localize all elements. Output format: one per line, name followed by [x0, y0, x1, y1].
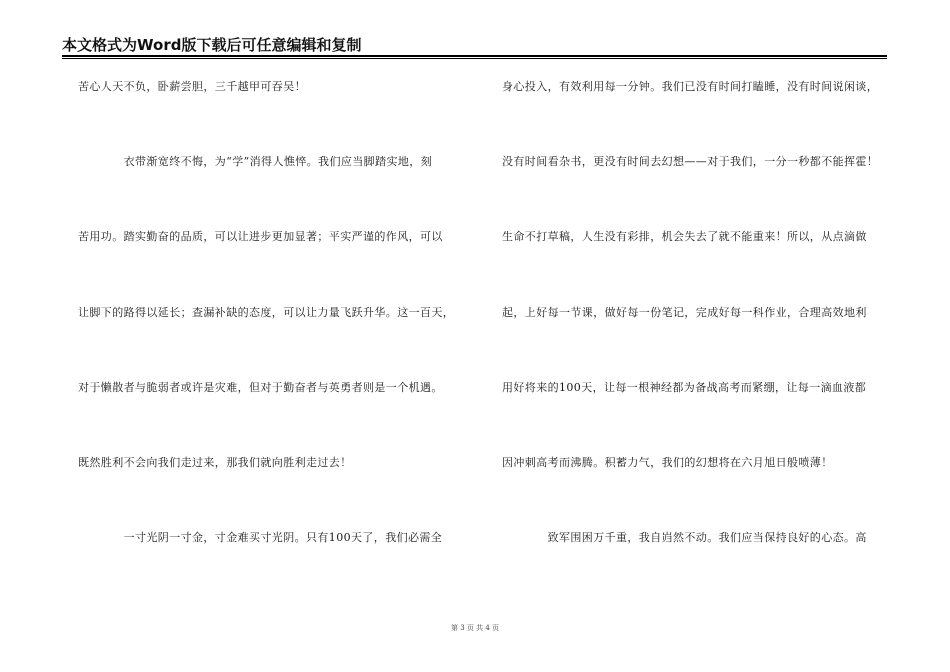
text-line: 没有时间看杂书，更没有时间去幻想——对于我们，一分一秒都不能挥霍！ [502, 155, 879, 168]
text-line: 对于懒散者与脆弱者或许是灾难，但对于勤奋者与英勇者则是一个机遇。 [78, 381, 443, 394]
page-number-footer: 第 3 页 共 4 页 [450, 624, 500, 632]
document-header-title: 本文格式为Word版下载后可任意编辑和复制 [62, 36, 362, 54]
text-line: 苦心人天不负，卧薪尝胆，三千越甲可吞吴！ [78, 80, 306, 93]
text-line: 生命不打草稿，人生没有彩排，机会失去了就不能重来！所以，从点滴做 [502, 230, 867, 243]
text-line: 因冲刺高考而沸腾。积蓄力气，我们的幻想将在六月旭日般喷薄！ [502, 456, 833, 469]
text-line: 用好将来的100天，让每一根神经都为备战高考而紧绷，让每一滴血液都 [502, 381, 867, 394]
header-rule-thin [62, 58, 887, 59]
header-rule-thick [62, 55, 887, 57]
text-line: 起，上好每一节课，做好每一份笔记，完成好每一科作业，合理高效地利 [502, 306, 867, 319]
text-line: 一寸光阴一寸金，寸金难买寸光阴。只有100天了，我们必需全 [78, 531, 443, 544]
text-line: 致军围困万千重，我自岿然不动。我们应当保持良好的心态。高 [502, 531, 867, 544]
text-line: 苦用功。踏实勤奋的品质，可以让进步更加显著；平实严谨的作风，可以 [78, 230, 443, 243]
text-line: 让脚下的路得以延长；查漏补缺的态度，可以让力量飞跃升华。这一百天， [78, 306, 455, 319]
text-line: 既然胜利不会向我们走过来，那我们就向胜利走过去！ [78, 456, 352, 469]
text-line: 衣带渐宽终不悔，为“学”消得人憔悴。我们应当脚踏实地，刻 [78, 155, 433, 168]
text-line: 身心投入，有效利用每一分钟。我们已没有时间打瞌睡，没有时间说闲谈， [502, 80, 879, 93]
